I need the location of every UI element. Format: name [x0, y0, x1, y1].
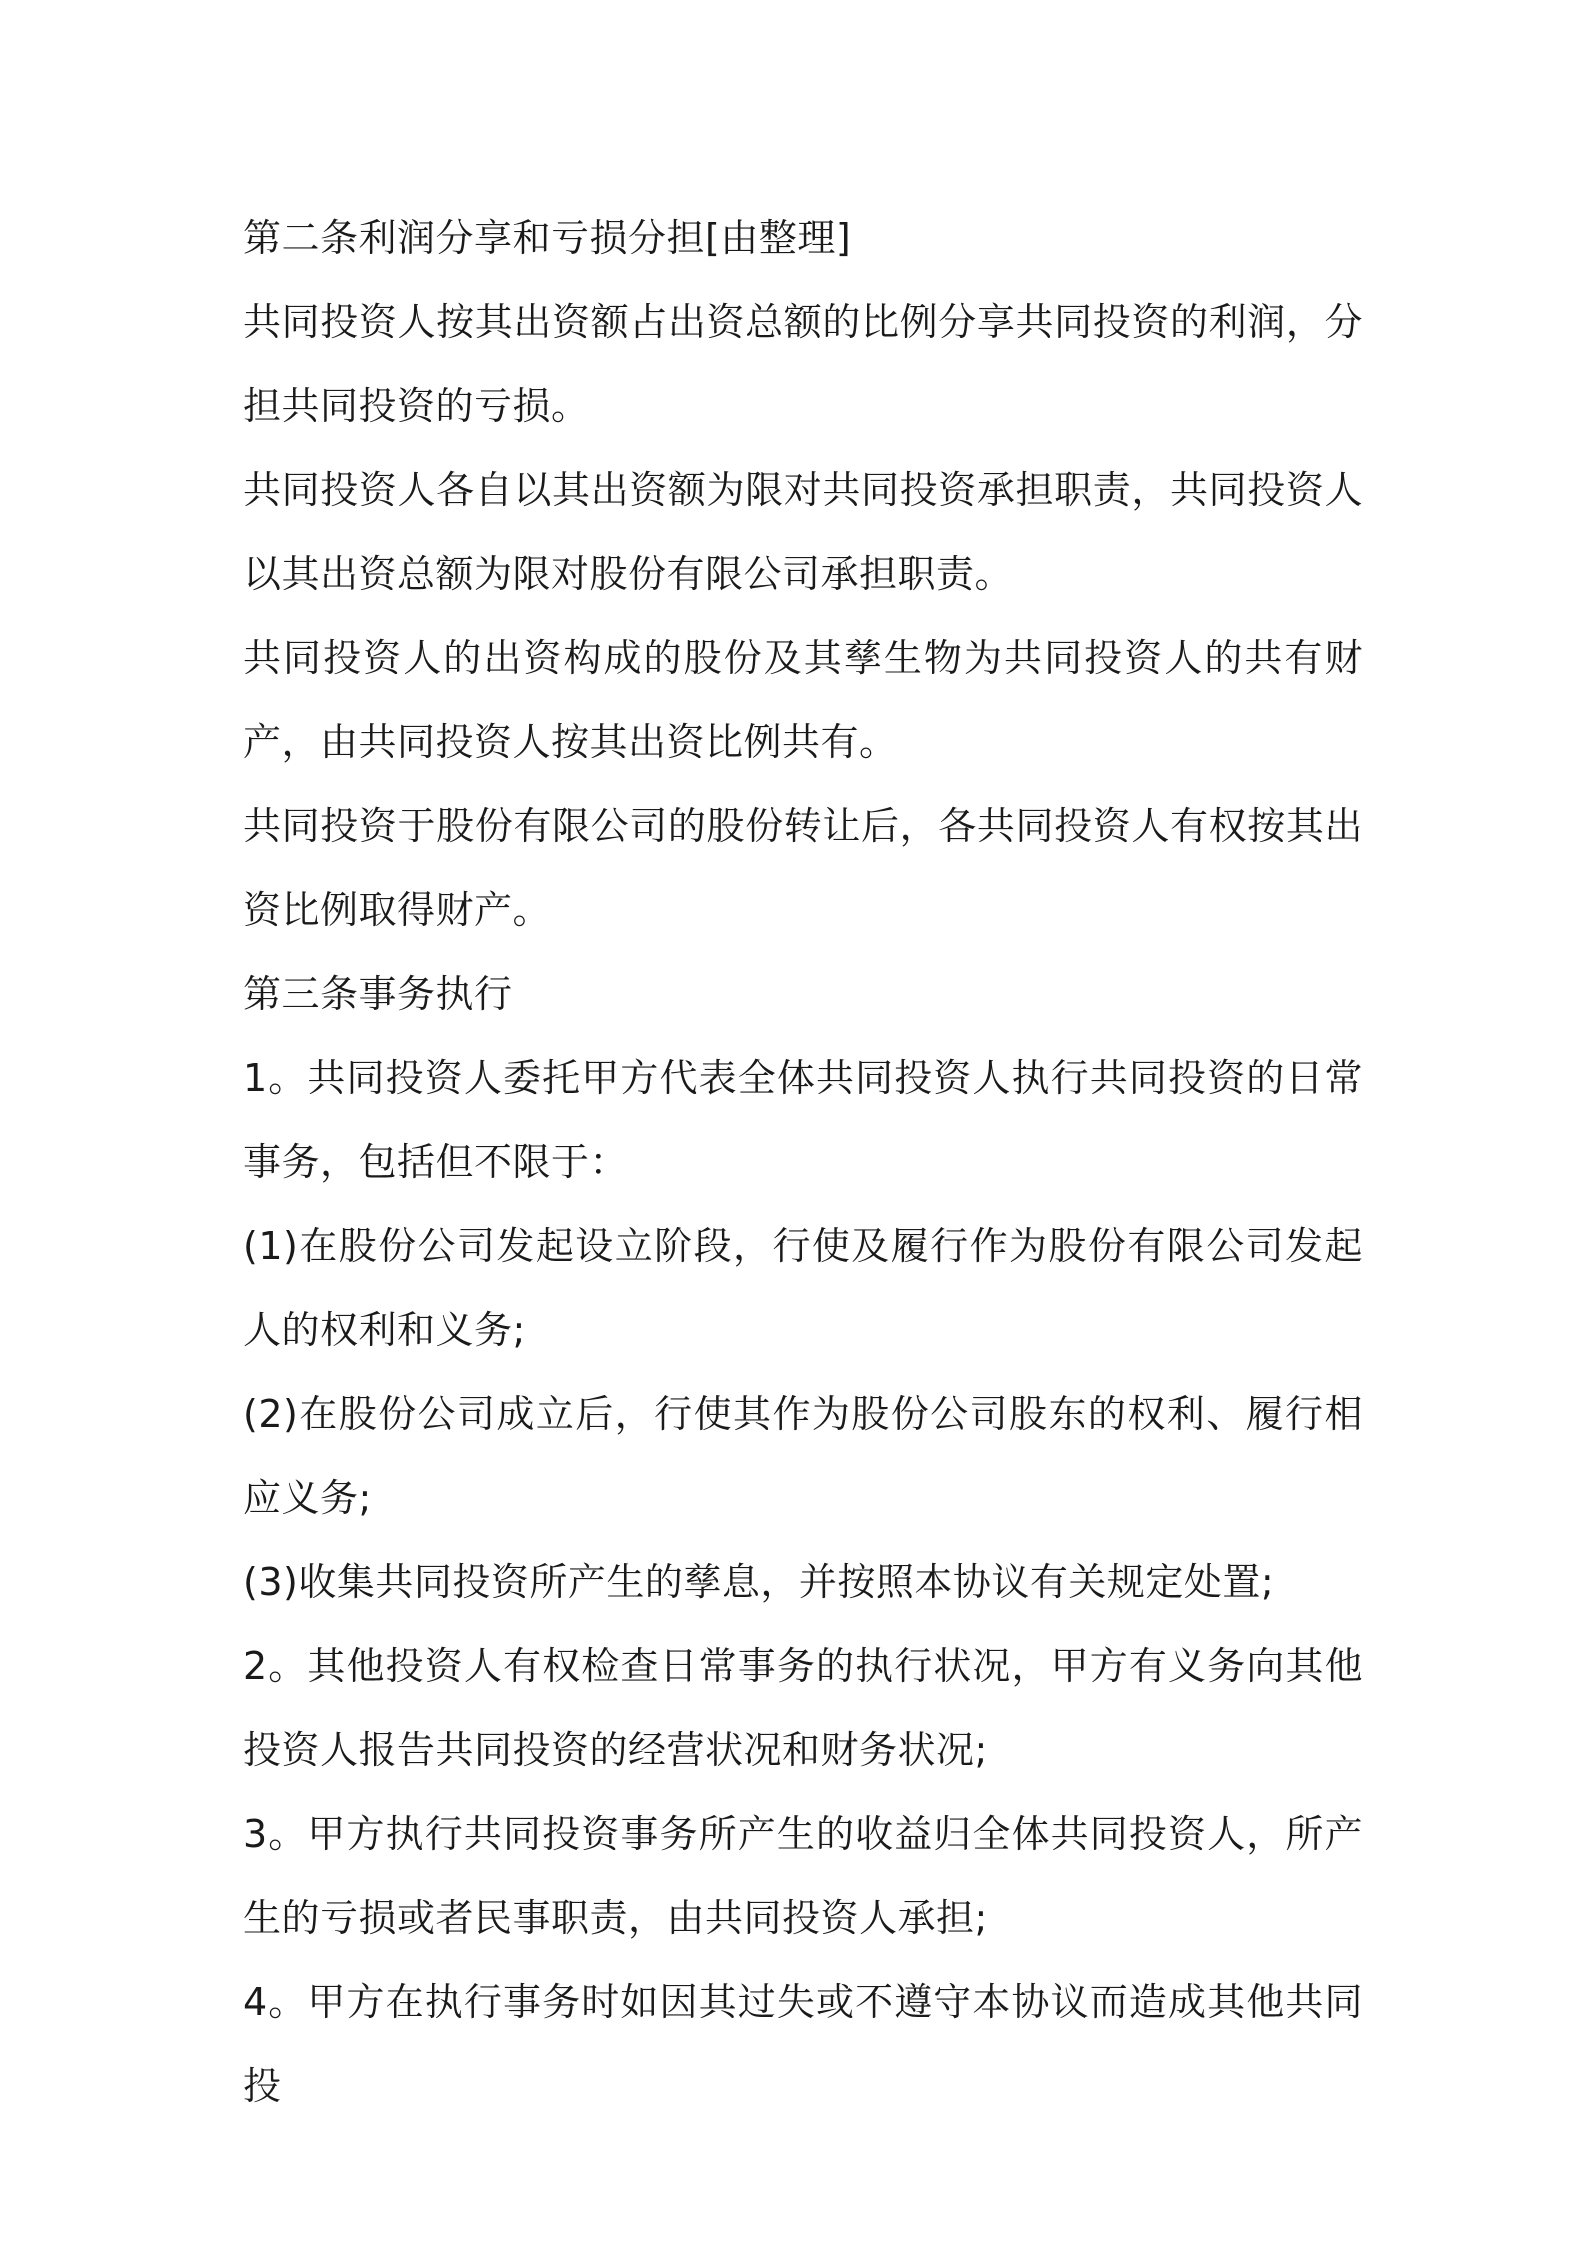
paragraph: 共同投资人的出资构成的股份及其孳生物为共同投资人的共有财产，由共同投资人按其出资比例共有。: [243, 636, 1363, 764]
paragraph: 共同投资于股份有限公司的股份转让后，各共同投资人有权按其出资比例取得财产。: [243, 804, 1363, 932]
document-body: [243, 196, 1363, 2128]
list-item: 4。甲方在执行事务时如因其过失或不遵守本协议而造成其他共同投: [243, 1980, 1363, 2108]
sub-list-item: (1)在股份公司发起设立阶段，行使及履行作为股份有限公司发起人的权利和义务;: [243, 1224, 1363, 1352]
paragraph: 共同投资人各自以其出资额为限对共同投资承担职责，共同投资人以其出资总额为限对股份有限公司承担职责。: [243, 468, 1363, 596]
sub-list-item: (3)收集共同投资所产生的孳息，并按照本协议有关规定处置;: [243, 1560, 1275, 1604]
article-heading: 第三条事务执行: [243, 972, 513, 1016]
list-item: 3。甲方执行共同投资事务所产生的收益归全体共同投资人，所产生的亏损或者民事职责，由共同投资人承担;: [243, 1812, 1363, 1940]
sub-list-item: (2)在股份公司成立后，行使其作为股份公司股东的权利、履行相应义务;: [243, 1392, 1363, 1520]
article-heading: 第二条利润分享和亏损分担[由整理]: [243, 216, 852, 260]
list-item: 2。其他投资人有权检查日常事务的执行状况，甲方有义务向其他投资人报告共同投资的经营状况和财务状况;: [243, 1644, 1363, 1772]
list-item: 1。共同投资人委托甲方代表全体共同投资人执行共同投资的日常事务，包括但不限于：: [243, 1056, 1363, 1184]
paragraph: 共同投资人按其出资额占出资总额的比例分享共同投资的利润，分担共同投资的亏损。: [243, 300, 1363, 428]
